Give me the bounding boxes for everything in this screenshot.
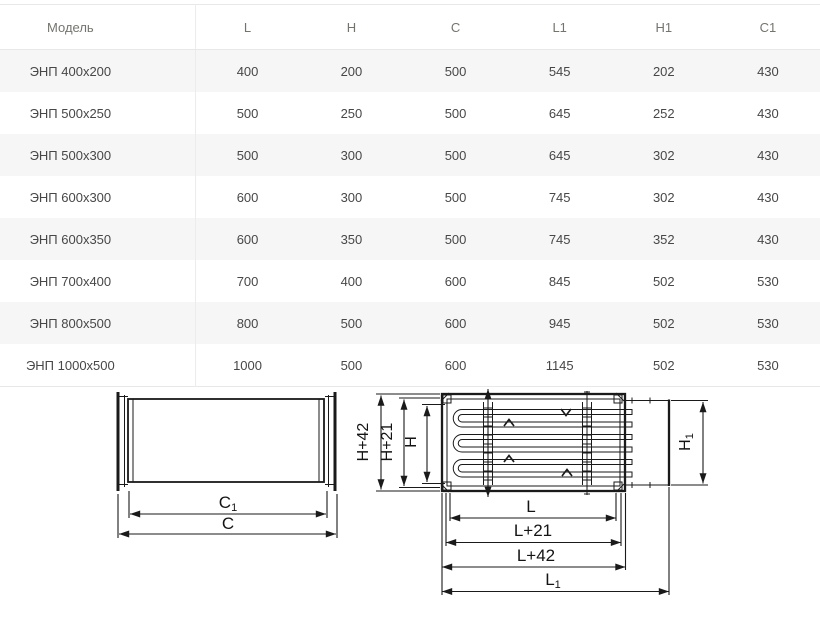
col-header-l: L xyxy=(195,5,299,50)
spec-sheet-page xyxy=(0,4,820,626)
cell-value: 530 xyxy=(757,357,779,373)
cell-value: 1145 xyxy=(545,357,574,373)
cell-value: 430 xyxy=(757,231,779,247)
duct-flange-right xyxy=(325,392,337,491)
cell-value: 845 xyxy=(548,273,571,289)
h1-dimension xyxy=(671,401,708,486)
cell-model: ЭНП 500x250 xyxy=(0,92,195,134)
duct-body xyxy=(128,399,324,482)
cell-value: 500 xyxy=(444,147,467,163)
heater-casing xyxy=(442,394,625,491)
cell-value: 500 xyxy=(444,63,467,79)
cell-value: 200 xyxy=(340,63,363,79)
cell-value: 530 xyxy=(757,273,779,289)
col-header-l1: L1 xyxy=(508,5,612,50)
duct-side-view-diagram xyxy=(117,392,338,538)
table-row xyxy=(0,92,820,134)
cell-value: 945 xyxy=(548,315,571,331)
cell-value: 502 xyxy=(652,315,675,331)
table-row xyxy=(0,176,820,218)
cell-value: 600 xyxy=(444,273,467,289)
cell-value: 645 xyxy=(548,147,571,163)
cell-value: 530 xyxy=(757,315,779,331)
cell-value: 352 xyxy=(652,231,675,247)
cell-value: 300 xyxy=(340,147,363,163)
cell-value: 600 xyxy=(444,357,467,373)
cell-value: 502 xyxy=(652,357,675,373)
dim-label-h1: H1 xyxy=(677,433,696,451)
cell-model: ЭНП 400x200 xyxy=(0,50,195,93)
cell-value: 500 xyxy=(444,189,467,205)
table-row xyxy=(0,134,820,176)
cell-value: 400 xyxy=(236,63,259,79)
cell-value: 302 xyxy=(652,189,675,205)
cell-value: 250 xyxy=(340,105,363,121)
cell-value: 430 xyxy=(757,63,779,79)
dim-label-c: C xyxy=(221,514,235,533)
heater-top-view-diagram xyxy=(355,389,708,595)
cell-value: 500 xyxy=(340,315,363,331)
table-header-row xyxy=(0,5,820,50)
length-dimensions xyxy=(442,487,669,595)
cell-value: 500 xyxy=(236,105,259,121)
table-row xyxy=(0,260,820,302)
cell-value: 545 xyxy=(548,63,571,79)
col-header-h1: H1 xyxy=(612,5,716,50)
cell-value: 202 xyxy=(652,63,675,79)
cell-value: 430 xyxy=(757,189,779,205)
cell-value: 430 xyxy=(757,105,779,121)
cell-model: ЭНП 500x300 xyxy=(0,134,195,176)
cell-value: 645 xyxy=(548,105,571,121)
cell-value: 430 xyxy=(757,147,779,163)
col-header-h: H xyxy=(299,5,403,50)
cell-value: 252 xyxy=(652,105,675,121)
cell-value: 500 xyxy=(236,147,259,163)
dim-label-l1: L1 xyxy=(545,570,561,591)
table-row xyxy=(0,218,820,260)
cell-value: 600 xyxy=(236,189,259,205)
cell-value: 600 xyxy=(236,231,259,247)
dim-label-h: H xyxy=(403,436,420,448)
cell-value: 700 xyxy=(236,273,259,289)
dimensions-table xyxy=(0,4,820,387)
cell-value: 600 xyxy=(444,315,467,331)
dim-label-h21: H+21 xyxy=(379,422,396,462)
cell-value: 400 xyxy=(340,273,363,289)
technical-drawings xyxy=(0,370,820,626)
dim-label-l42: L+42 xyxy=(516,546,556,565)
cell-model: ЭНП 600x350 xyxy=(0,218,195,260)
col-header-c: C xyxy=(403,5,507,50)
cell-model: ЭНП 700x400 xyxy=(0,260,195,302)
cell-value: 745 xyxy=(548,231,571,247)
cell-value: 302 xyxy=(652,147,675,163)
cell-value: 500 xyxy=(444,105,467,121)
cell-value: 500 xyxy=(340,357,363,373)
cell-value: 502 xyxy=(652,273,675,289)
cell-model: ЭНП 800x500 xyxy=(0,302,195,344)
cell-value: 350 xyxy=(340,231,363,247)
table-row xyxy=(0,302,820,344)
table-row xyxy=(0,50,820,93)
duct-flange-left xyxy=(117,392,129,491)
dim-label-h42: H+42 xyxy=(355,422,372,462)
cell-value: 1000 xyxy=(233,357,262,373)
dim-label-l21: L+21 xyxy=(513,521,553,540)
dim-label-l: L xyxy=(526,497,536,516)
cell-model: ЭНП 1000x500 xyxy=(0,344,195,387)
col-header-c1: C1 xyxy=(716,5,820,50)
cell-value: 800 xyxy=(236,315,259,331)
height-dimensions xyxy=(355,394,445,491)
cell-value: 500 xyxy=(444,231,467,247)
dim-label-c1: C1 xyxy=(218,493,238,514)
cell-value: 300 xyxy=(340,189,363,205)
cell-value: 745 xyxy=(548,189,571,205)
cell-model: ЭНП 600x300 xyxy=(0,176,195,218)
col-header-model: Модель xyxy=(0,5,195,50)
